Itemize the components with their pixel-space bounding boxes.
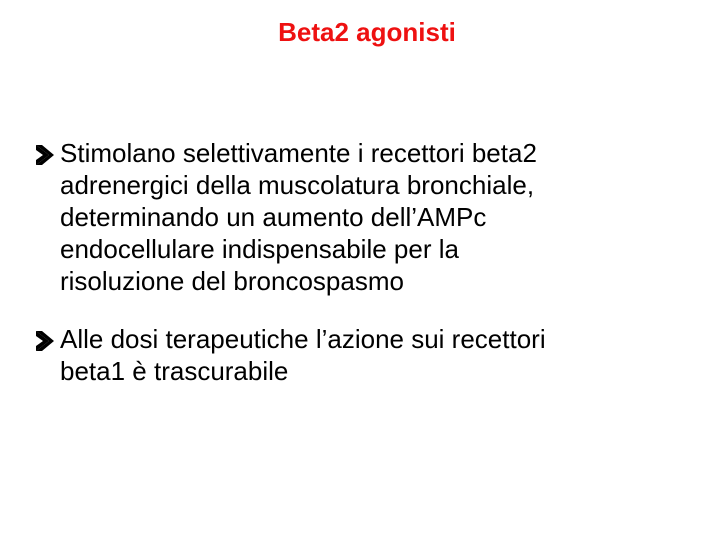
bullet-line: Stimolano selettivamente i recettori beta2	[60, 138, 537, 168]
bullet-item	[34, 137, 714, 297]
bullet-line: beta1 è trascurabile	[60, 356, 289, 386]
slide-title: Beta2 agonisti	[278, 17, 456, 47]
arrow-bullet-icon	[34, 137, 56, 169]
bullet-item	[34, 323, 714, 387]
bullet-line: adrenergici della muscolatura bronchiale,	[60, 170, 535, 200]
bullet-list	[34, 137, 714, 387]
bullet-line: risoluzione del broncospasmo	[60, 266, 404, 296]
bullet-line: determinando un aumento dell’AMPc	[60, 202, 487, 232]
bullet-line: Alle dosi terapeutiche l’azione sui recettori	[60, 324, 546, 354]
arrow-bullet-icon	[34, 323, 56, 355]
bullet-line: endocellulare indispensabile per la	[60, 234, 459, 264]
